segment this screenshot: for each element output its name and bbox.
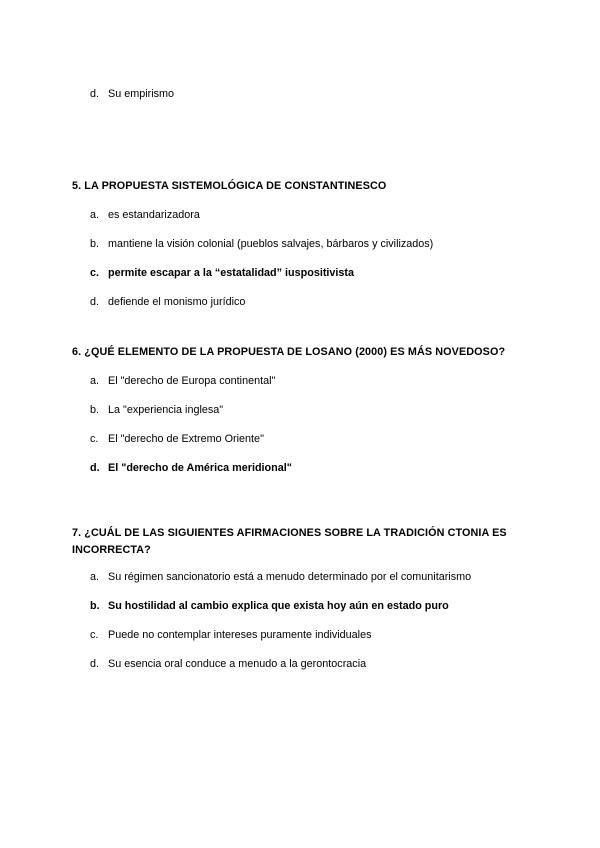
- option-letter: c.: [90, 433, 99, 445]
- option-text: Su esencia oral conduce a menudo a la gerontocracia: [108, 658, 367, 670]
- option-letter: d.: [90, 296, 100, 308]
- question-6-option-a: [90, 375, 510, 388]
- question-7-option-a: [90, 571, 510, 584]
- option-text: La "experiencia inglesa": [108, 404, 224, 416]
- question-5-option-a: [90, 209, 510, 222]
- option-text: Su empirismo: [108, 88, 174, 100]
- question-5-option-d: [90, 296, 510, 309]
- question-6-option-d-correct: [90, 462, 510, 475]
- option-letter: a.: [90, 375, 100, 387]
- question-7-option-b-correct: [90, 600, 510, 613]
- question-7-option-d: [90, 658, 510, 671]
- option-text: Su régimen sancionatorio está a menudo determinado por el comunitarismo: [108, 571, 472, 583]
- option-text: El "derecho de Europa continental": [108, 375, 276, 387]
- option-text: Su hostilidad al cambio explica que exista hoy aún en estado puro: [108, 600, 449, 612]
- option-text: defiende el monismo jurídico: [108, 296, 246, 308]
- option-text: mantiene la visión colonial (pueblos salvajes, bárbaros y civilizados): [108, 238, 434, 250]
- question-5-title: 5. LA PROPUESTA SISTEMOLÓGICA DE CONSTANTINESCO: [72, 180, 387, 192]
- option-letter: b.: [90, 238, 100, 250]
- option-letter: d.: [90, 658, 100, 670]
- option-text: El "derecho de Extremo Oriente": [108, 433, 264, 445]
- question-6-option-c: [90, 433, 510, 446]
- question-5-option-c-correct: [90, 267, 510, 280]
- option-letter: c.: [90, 267, 100, 279]
- option-letter: b.: [90, 600, 100, 612]
- option-text: Puede no contemplar intereses puramente individuales: [108, 629, 372, 641]
- question-7-title: 7. ¿CUÁL DE LAS SIGUIENTES AFIRMACIONES SOBRE LA TRADICIÓN CTONIA ES INCORRECTA?: [72, 527, 507, 556]
- option-letter: c.: [90, 629, 99, 641]
- option-letter: a.: [90, 571, 100, 583]
- question-5-option-b: [90, 238, 510, 251]
- option-letter: a.: [90, 209, 100, 221]
- question-6-option-b: [90, 404, 510, 417]
- option-letter: b.: [90, 404, 100, 416]
- option-text: es estandarizadora: [108, 209, 200, 221]
- option-letter: d.: [90, 462, 100, 474]
- option-letter: d.: [90, 88, 100, 100]
- option-text: permite escapar a la “estatalidad” iuspositivista: [108, 267, 355, 279]
- question-6-title: 6. ¿QUÉ ELEMENTO DE LA PROPUESTA DE LOSANO (2000) ES MÁS NOVEDOSO?: [72, 346, 506, 358]
- option-text: El "derecho de América meridional": [108, 462, 292, 474]
- question-7-option-c: [90, 629, 510, 642]
- list-item: [90, 88, 510, 101]
